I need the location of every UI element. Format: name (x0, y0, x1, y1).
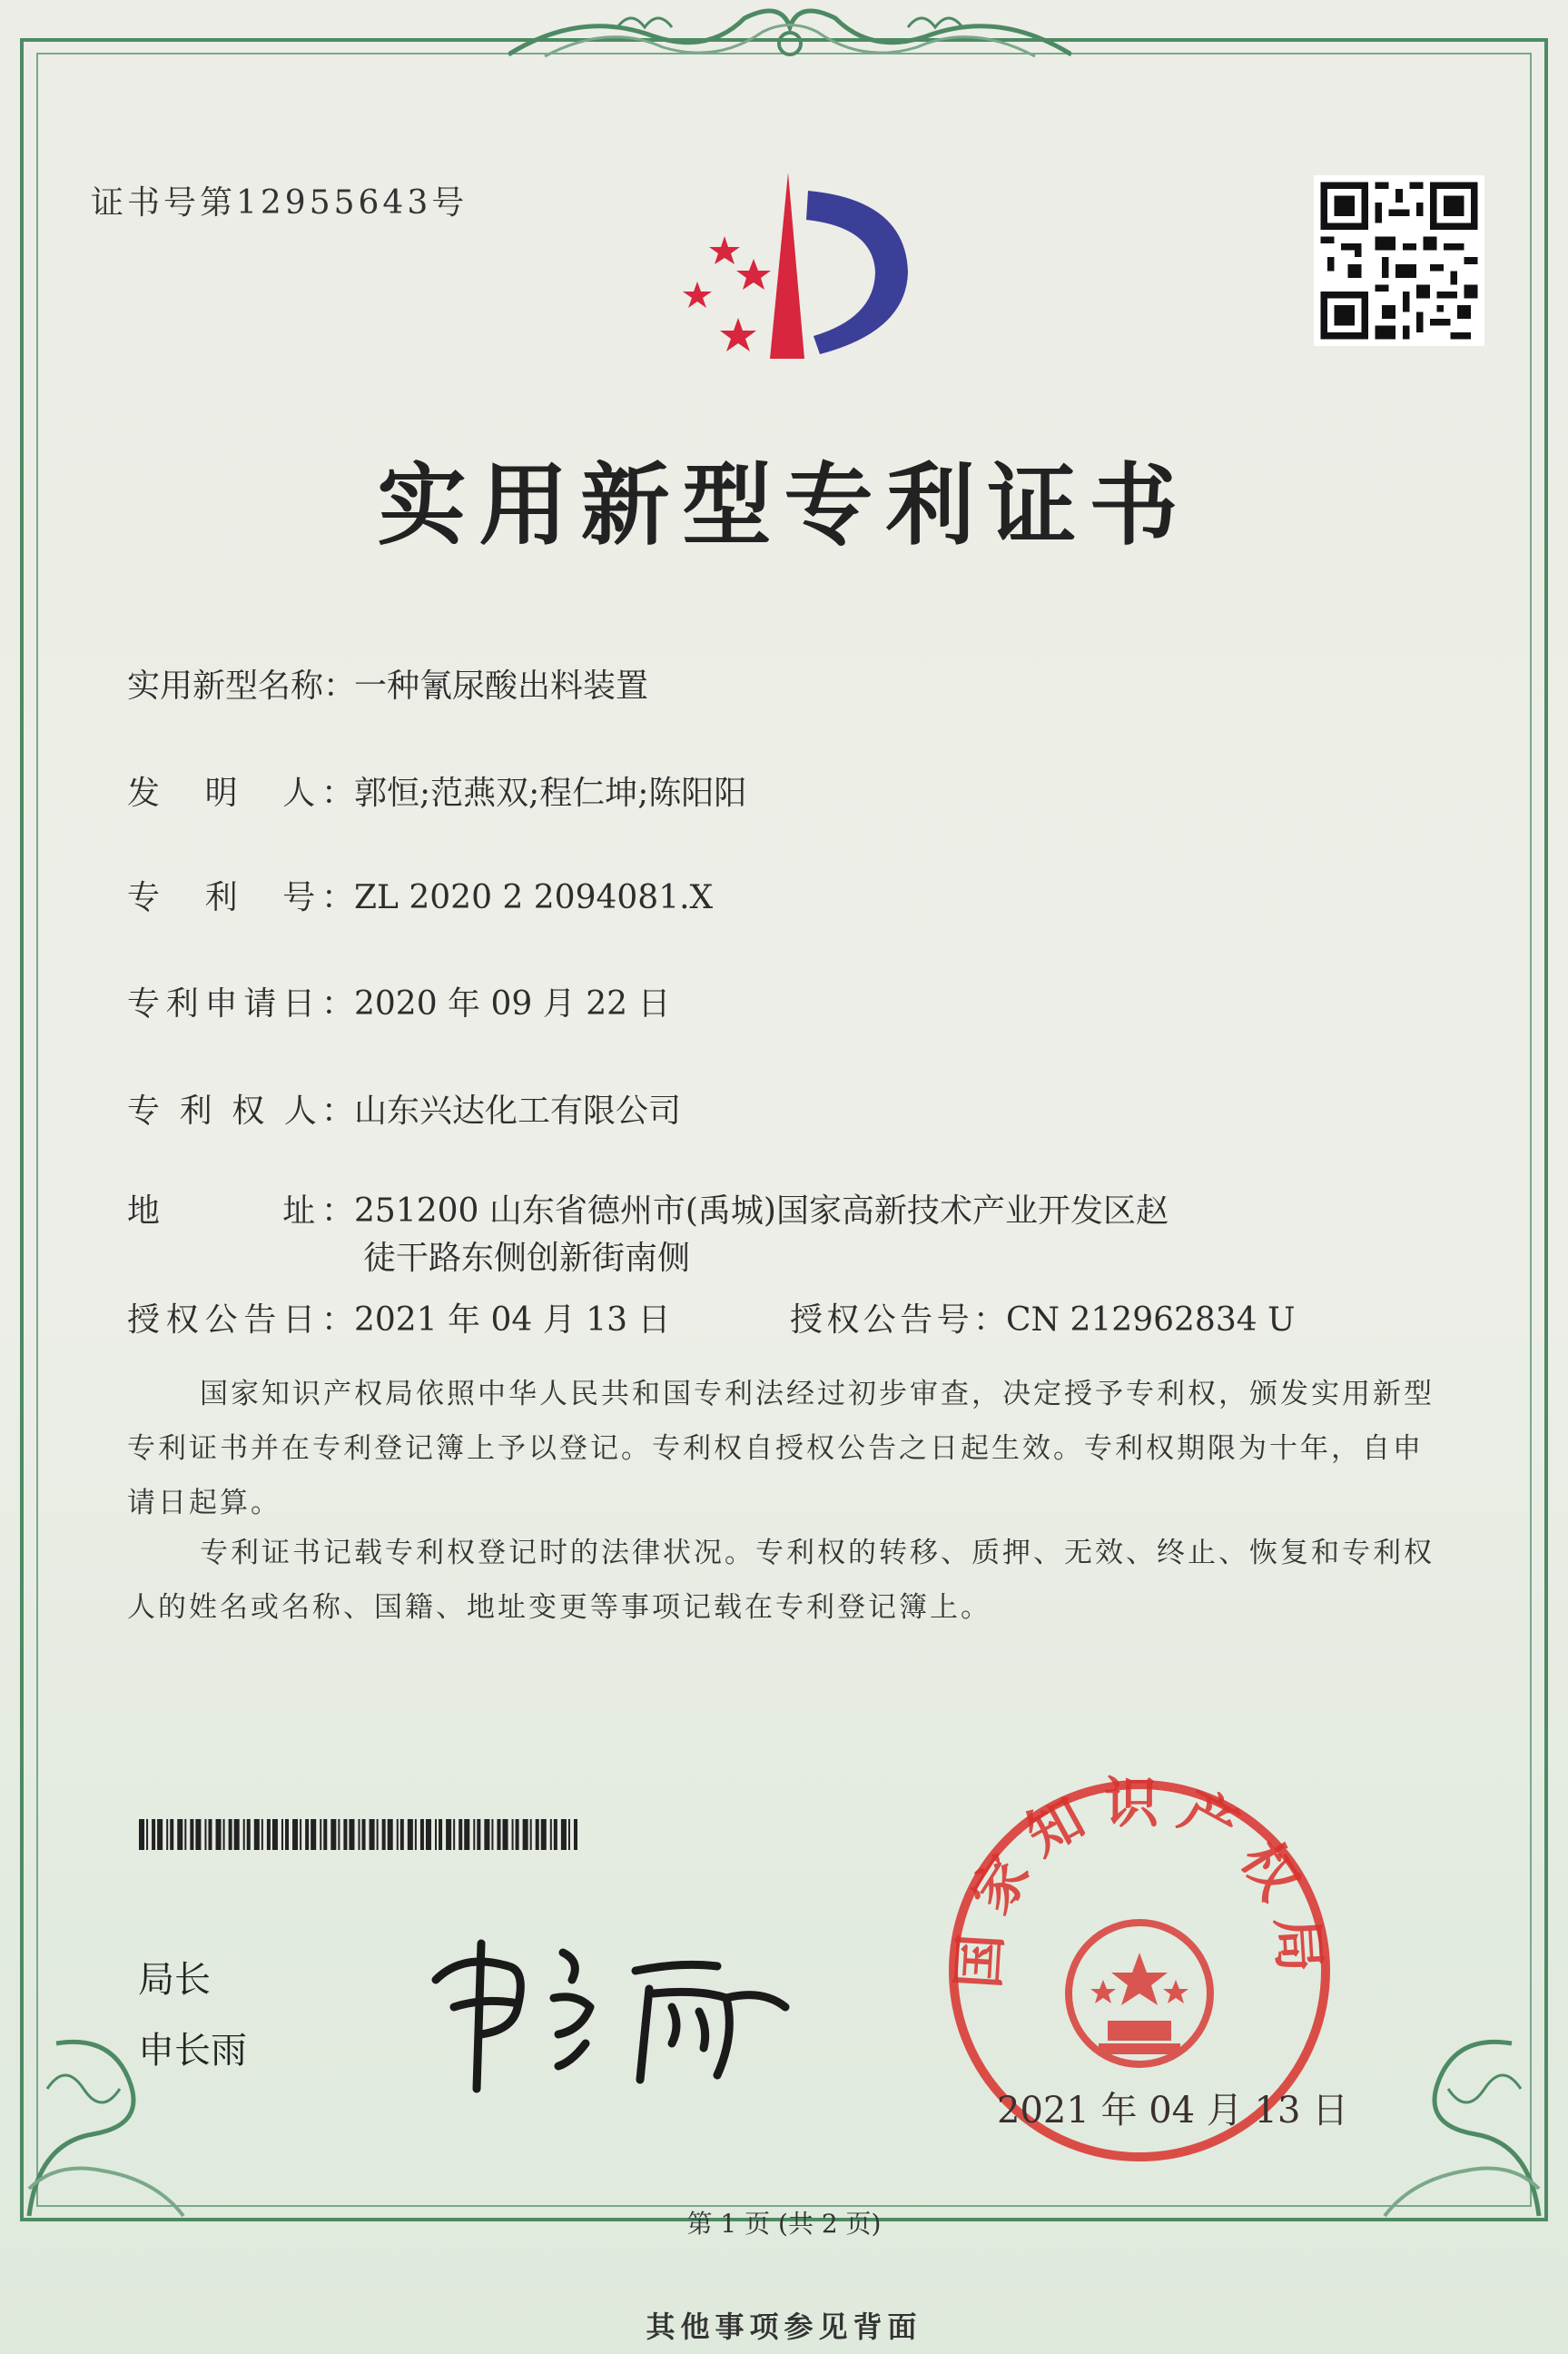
field-value: 2021 年 04 月 13 日 (354, 1301, 671, 1339)
field-value: ZL 2020 2 2094081.X (354, 879, 714, 916)
field-value: 一种氰尿酸出料装置 (354, 668, 649, 705)
field-value: 山东兴达化工有限公司 (354, 1093, 682, 1130)
field-value: 郭恒;范燕双;程仁坤;陈阳阳 (354, 775, 747, 812)
field-value: 2020 年 09 月 22 日 (354, 985, 671, 1023)
certificate-number: 证书号第12955643号 (91, 184, 468, 222)
field-value: CN 212962834 U (1006, 1301, 1296, 1339)
seal-text: 国家知识产权局 (947, 1771, 1332, 1991)
field-address-line2: 徒干路东侧创新街南侧 (363, 1240, 691, 1277)
field-label: 实用新型名称： (127, 668, 357, 705)
field-label: 专 利 权 人： (127, 1093, 354, 1130)
bottom-right-ornament (1348, 1980, 1548, 2225)
field-label: 专 利 号： (127, 879, 354, 916)
field-label: 地 址： (127, 1192, 354, 1230)
field-label: 专利申请日： (127, 985, 354, 1023)
field-patentee (127, 1085, 681, 1132)
footer-note: 其他事项参见背面 (646, 2309, 922, 2344)
field-utility-model-name (127, 660, 648, 707)
barcode-icon (139, 1819, 577, 1850)
director-title: 局长 (138, 1959, 211, 2001)
page-number: 第 1 页 (共 2 页) (686, 2209, 882, 2239)
top-ornament (508, 0, 1071, 73)
field-value: 251200 山东省德州市(禹城)国家高新技术产业开发区赵 (354, 1192, 1169, 1230)
field-address (127, 1185, 1169, 1231)
field-label: 授权公告日： (127, 1301, 354, 1339)
bottom-left-ornament (20, 1980, 220, 2225)
body-paragraph-2: 专利证书记载专利权登记时的法律状况。专利权的转移、质押、无效、终止、恢复和专利权人的姓名或名称、国籍、地址变更等事项记载在专利登记簿上。 (127, 1537, 1435, 1624)
qr-code-icon (1314, 175, 1484, 346)
cnipa-logo-icon (652, 163, 915, 372)
director-name: 申长雨 (138, 2030, 247, 2072)
certificate-title: 实用新型专利证书 (377, 454, 1191, 558)
field-grant-number (790, 1294, 1295, 1340)
body-paragraph-1: 国家知识产权局依照中华人民共和国专利法经过初步审查，决定授予专利权，颁发实用新型专利证书并在专利登记簿上予以登记。专利权自授权公告之日起生效。专利权期限为十年，自申请日起算。 (127, 1378, 1435, 1519)
field-label: 发 明 人： (127, 775, 354, 812)
field-inventors (127, 767, 746, 814)
seal-date: 2021 年 04 月 13 日 (997, 2090, 1349, 2131)
field-patent-number (127, 872, 713, 918)
field-grant-date (127, 1294, 670, 1340)
field-filing-date (127, 978, 670, 1024)
field-label: 授权公告号： (790, 1301, 1006, 1339)
handwritten-signature (427, 1916, 799, 2098)
